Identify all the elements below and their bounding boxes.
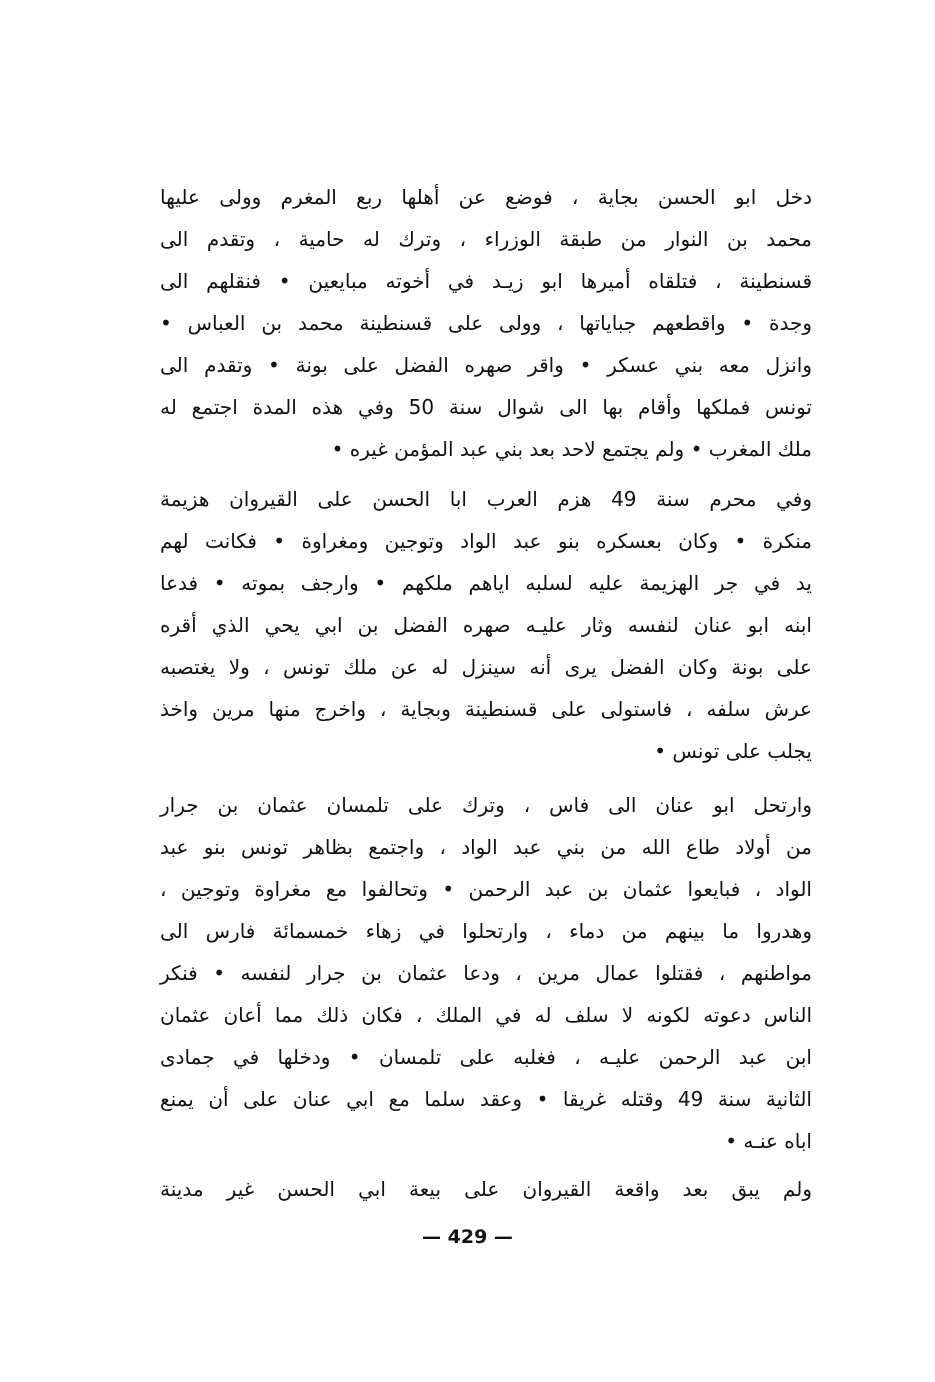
text-line: يجلب على تونس • [654,739,812,763]
page-number: — 429 — [422,1226,513,1248]
text-line: الثانية سنة 49 وقتله غريقا • وعقد سلما مع ابي عنان على أن يمنع [160,1087,812,1111]
text-line: عرش سلفه ، فاستولى على قسنطينة وبجاية ، واخرج منها مرين واخذ [160,697,812,721]
text-line: دخل ابو الحسن بجاية ، فوضع عن أهلها ربع المغرم وولى عليها [160,185,812,209]
text-line: مواطنهم ، فقتلوا عمال مرين ، ودعا عثمان بن جرار لنفسه • فنكر [160,961,812,985]
paragraph-3 [160,784,812,1162]
paragraph-4 [160,1168,812,1210]
text-line: وانزل معه بني عسكر • واقر صهره الفضل على بونة • وتقدم الى [160,353,812,377]
paragraph-1 [160,176,812,470]
text-line: على بونة وكان الفضل يرى أنه سينزل له عن ملك تونس ، ولا يغتصبه [160,655,812,679]
text-line: ابن عبد الرحمن عليـه ، فغلبه على تلمسان • ودخلها في جمادى [160,1045,812,1069]
text-line: وهدروا ما بينهم من دماء ، وارتحلوا في زهاء خمسمائة فارس الى [160,919,812,943]
text-line: الناس دعوته لكونه لا سلف له في الملك ، فكان ذلك مما أعان عثمان [160,1003,812,1027]
paragraph-2 [160,478,812,772]
text-line: ابنه ابو عنان لنفسه وثار عليـه صهره الفضل بن ابي يحي الذي أقره [160,613,812,637]
text-line: اباه عنـه • [725,1129,812,1153]
text-line: ملك المغرب • ولم يجتمع لاحد بعد بني عبد المؤمن غيره • [331,437,812,461]
text-line: الواد ، فبايعوا عثمان بن عبد الرحمن • وتحالفوا مع مغراوة وتوجين ، [160,877,812,901]
text-line: وجدة • واقطعهم جباياتها ، وولى على قسنطينة محمد بن العباس • [160,311,812,335]
text-line: منكرة • وكان بعسكره بنو عبد الواد وتوجين ومغراوة • فكانت لهم [160,529,812,553]
text-line: وفي محرم سنة 49 هزم العرب ابا الحسن على القيروان هزيمة [160,487,812,511]
text-line: يد في جر الهزيمة عليه لسلبه اياهم ملكهم • وارجف بموته • فدعا [160,571,812,595]
text-line: وارتحل ابو عنان الى فاس ، وترك على تلمسان عثمان بن جرار [160,793,812,817]
text-line: من أولاد طاع الله من بني عبد الواد ، واجتمع بظاهر تونس بنو عبد [160,835,812,859]
text-line: تونس فملكها وأقام بها الى شوال سنة 50 وفي هذه المدة اجتمع له [160,395,812,419]
text-line: محمد بن النوار من طبقة الوزراء ، وترك له حامية ، وتقدم الى [160,227,812,251]
text-line: ولم يبق بعد واقعة القيروان على بيعة ابي الحسن غير مدينة [160,1177,812,1201]
text-line: قسنطينة ، فتلقاه أميرها ابو زيـد في أخوته مبايعين • فنقلهم الى [160,269,812,293]
